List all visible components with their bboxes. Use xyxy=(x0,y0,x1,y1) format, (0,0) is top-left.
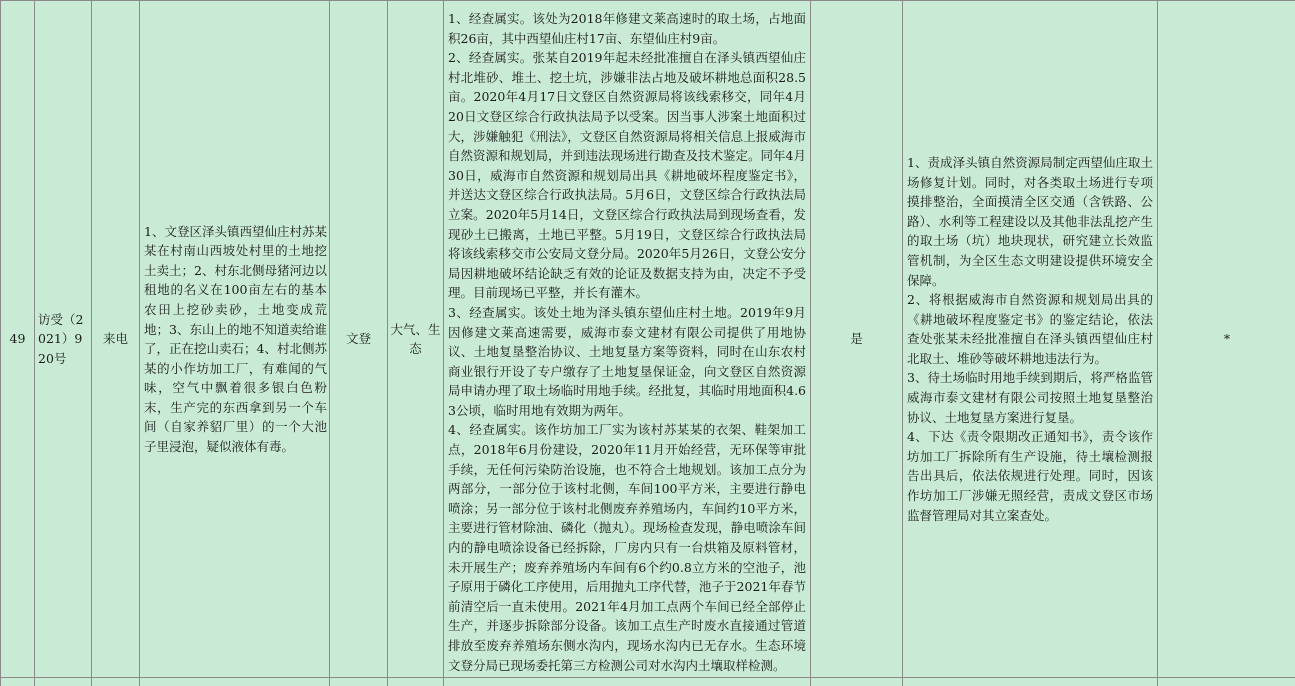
empty-cell xyxy=(1,678,35,686)
district: 文登 xyxy=(346,331,371,346)
empty-cell xyxy=(811,678,903,686)
remark-mark: * xyxy=(1224,331,1230,346)
row-index: 49 xyxy=(10,331,26,346)
row-index-cell xyxy=(1,1,35,678)
table-row xyxy=(1,1,1295,678)
complaint-source: 来电 xyxy=(103,331,128,346)
pollution-category: 大气、生态 xyxy=(390,322,440,357)
investigation-cell xyxy=(444,1,811,678)
empty-cell xyxy=(444,678,811,686)
handling-cell xyxy=(903,1,1158,678)
empty-cell xyxy=(330,678,388,686)
empty-cell xyxy=(903,678,1158,686)
empty-cell xyxy=(1158,678,1295,686)
handling-measures: 1、责成泽头镇自然资源局制定西望仙庄取土场修复计划。同时，对各类取土场进行专项摸排整治，全面摸清全区交通（含铁路、公路）、水利等工程建设以及其他非法乱挖产生的取土场（坑）地块现状，研究建立长效监管机制，为全区生态文明建设提供环境安全保障。 2、将根据威海市自然资源和规划局出具的《耕地破坏程度鉴定书》的鉴定结论，依法查处张某未经批准擅自在泽头镇西望仙庄村北取土、堆砂等破坏耕地违法行为。 3、待土场临时用地手续到期后，将严格监管威海市泰文建材有限公司按照土地复垦整治协议、土地复垦方案进行复垦。 4、下达《责令限期改正通知书》，责令该作坊加工厂拆除所有生产设施，待土壤检测报告出具后，依法依规进行处理。同时，因该作坊加工厂涉嫌无照经营，责成文登区市场监督管理局对其立案查处。 xyxy=(907,153,1153,525)
case-number-cell xyxy=(35,1,92,678)
empty-cell xyxy=(388,678,444,686)
complaint-content: 1、文登区泽头镇西望仙庄村苏某某在村南山西坡处村里的土地挖土卖土；2、村东北侧母猪河边以租地的名义在100亩左右的基本农田上挖砂卖砂，土地变成荒地；3、东山上的地不知道卖给谁了，正在挖山卖石；4、村北侧苏某的小作坊加工厂，有难闻的气味，空气中飘着很多银白色粉末，生产完的东西拿到另一个车间（自家养貂厂里）的一个大池子里浸泡，疑似液体有毒。 xyxy=(144,222,327,457)
verified-status: 是 xyxy=(850,331,863,346)
empty-cell xyxy=(92,678,140,686)
source-cell xyxy=(92,1,140,678)
empty-cell xyxy=(35,678,92,686)
investigation-result: 1、经查属实。该处为2018年修建文莱高速时的取土场，占地面积26亩，其中西望仙庄村17亩、东望仙庄村9亩。 2、经查属实。张某自2019年起未经批准擅自在泽头镇西望仙庄村北堆砂、堆土、挖土坑，涉嫌非法占地及破坏耕地总面积28.5亩。2020年4月17日文登区自然资源局将该线索移交，同年4月20日文登区综合行政执法局予以受案。因当事人涉案土地面积过大，涉嫌触犯《刑法》，文登区自然资源局将相关信息上报威海市自然资源和规划局，并到违法现场进行勘查及技术鉴定。同年4月30日，威海市自然资源和规划局出具《耕地破坏程度鉴定书》，并送达文登区综合行政执法局。5月6日，文登区综合行政执法局立案。2020年5月14日，文登区综合行政执法局到现场查看，发现砂土已搬离，土地已平整。5月19日，文登区综合行政执法局将该线索移交市公安局文登分局。2020年5月26日，文登公安分局因耕地破坏结论缺乏有效的论证及数据支持为由，决定不予受理。目前现场已平整，并长有灌木。 3、经查属实。该处土地为泽头镇东望仙庄村土地。2019年9月因修建文莱高速需要，威海市泰文建材有限公司提供了用地协议、土地复垦整治协议、土地复垦方案等资料，同时在山东农村商业银行开设了专户缴存了土地复垦保证金，向文登区自然资源局申请办理了取土场临时用地手续。经批复，其临时用地面积4.63公顷，临时用地有效期为两年。 4、经查属实。该作坊加工厂实为该村苏某某的衣架、鞋架加工点，2018年6月份建设，2020年11月开始经营，无环保等审批手续，无任何污染防治设施，也不符合土地规划。该加工点分为两部分，一部分位于该村北侧，车间100平方米，主要进行静电喷涂；另一部分位于该村北侧废弃养殖场内，车间约10平方米，主要进行管材除油、磷化（抛丸）。现场检查发现，静电喷涂车间内的静电喷涂设备已经拆除，厂房内只有一台烘箱及原料管材，未开展生产；废弃养殖场内车间有6个约0.8立方米的空池子，池子原用于磷化工序使用，后用抛丸工序代替，池子于2021年春节前清空后一直未使用。2021年4月加工点两个车间已经全部停止生产，并逐步拆除部分设备。该加工点生产时废水直接通过管道排放至废弃养殖场东侧水沟内，现场水沟内已无存水。生态环境文登分局已现场委托第三方检测公司对水沟内土壤取样检测。 xyxy=(448,9,806,675)
empty-cell xyxy=(140,678,330,686)
mark-cell xyxy=(1158,1,1295,678)
category-cell xyxy=(388,1,444,678)
verified-cell xyxy=(811,1,903,678)
district-cell xyxy=(330,1,388,678)
table-row-partial xyxy=(1,678,1295,686)
case-number: 访受（2021）920号 xyxy=(38,312,83,366)
complaint-cell xyxy=(140,1,330,678)
